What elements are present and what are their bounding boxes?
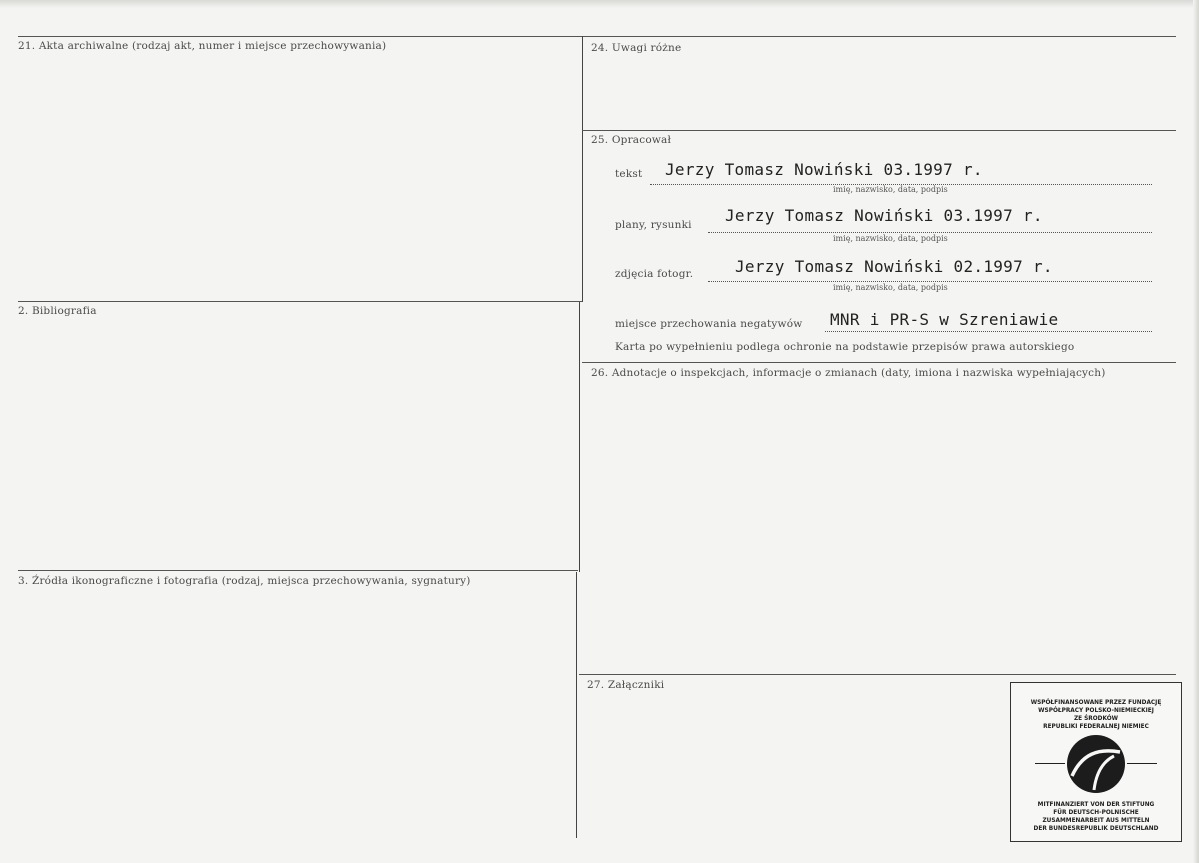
plany-label: plany, rysunki <box>615 219 692 231</box>
stamp-rule-right <box>1127 763 1157 764</box>
copyright-note: Karta po wypełnieniu podlega ochronie na podstawie przepisów prawa autorskiego <box>615 341 1075 353</box>
tekst-label: tekst <box>615 168 643 180</box>
plany-caption: imię, nazwisko, data, podpis <box>833 234 948 243</box>
negatywy-label: miejsce przechowania negatywów <box>615 318 803 330</box>
section-21-label: 21. Akta archiwalne (rodzaj akt, numer i miejsce przechowywania) <box>18 40 387 52</box>
zdjecia-caption: imię, nazwisko, data, podpis <box>833 283 948 292</box>
stamp-top-line-2: WSPÓŁPRACY POLSKO-NIEMIECKIEJ <box>1038 708 1154 714</box>
stamp-bottom-line-4: DER BUNDESREPUBLIK DEUTSCHLAND <box>1033 826 1159 832</box>
section-24-label: 24. Uwagi różne <box>591 42 682 54</box>
rule-after-section-25 <box>582 362 1176 363</box>
rule-after-section-26 <box>579 674 1176 675</box>
foundation-bridge-logo-icon <box>1066 734 1126 794</box>
paper-top-edge <box>0 0 1199 8</box>
section-3-label: 3. Źródła ikonograficzne i fotografia (rodzaj, miejsca przechowywania, sygnatury) <box>18 575 471 587</box>
negatywy-value: MNR i PR-S w Szreniawie <box>830 310 1059 329</box>
top-rule <box>18 36 1176 37</box>
zdjecia-label: zdjęcia fotogr. <box>615 268 694 280</box>
stamp-rule-left <box>1035 763 1065 764</box>
paper-right-edge <box>1193 0 1199 863</box>
section-27-label: 27. Załączniki <box>587 679 665 691</box>
stamp-bottom-line-1: MITFINANZIERT VON DER STIFTUNG <box>1037 802 1155 808</box>
rule-after-section-24 <box>582 130 1176 131</box>
zdjecia-value: Jerzy Tomasz Nowiński 02.1997 r. <box>735 257 1053 276</box>
negatywy-fill-line <box>825 331 1152 332</box>
zdjecia-fill-line <box>708 281 1152 282</box>
tekst-value: Jerzy Tomasz Nowiński 03.1997 r. <box>665 160 983 179</box>
stamp-top-line-3: ZE ŚRODKÓW <box>1073 716 1119 722</box>
plany-value: Jerzy Tomasz Nowiński 03.1997 r. <box>725 206 1043 225</box>
section-25-label: 25. Opracował <box>591 134 672 146</box>
stamp-bottom-text <box>1011 801 1181 833</box>
center-divider-bottom <box>576 572 577 838</box>
stamp-top-text <box>1011 699 1181 731</box>
stamp-bottom-line-2: FÜR DEUTSCH-POLNISCHE <box>1053 810 1139 816</box>
center-divider-middle <box>579 302 580 572</box>
section-26-label: 26. Adnotacje o inspekcjach, informacje o zmianach (daty, imiona i nazwiska wypełniających) <box>591 367 1106 379</box>
rule-after-section-22 <box>18 570 578 571</box>
rule-after-section-21 <box>18 301 582 302</box>
stamp-top-line-4: REPUBLIKI FEDERALNEJ NIEMIEC <box>1043 724 1149 730</box>
center-divider <box>582 36 583 302</box>
tekst-caption: imię, nazwisko, data, podpis <box>833 185 948 194</box>
stamp-bottom-line-3: ZUSAMMENARBEIT AUS MITTELN <box>1042 818 1150 824</box>
section-2-label: 2. Bibliografia <box>18 305 97 317</box>
foundation-stamp <box>1010 682 1182 842</box>
stamp-top-line-1: WSPÓŁFINANSOWANE PRZEZ FUNDACJĘ <box>1030 700 1162 706</box>
plany-fill-line <box>708 232 1152 233</box>
